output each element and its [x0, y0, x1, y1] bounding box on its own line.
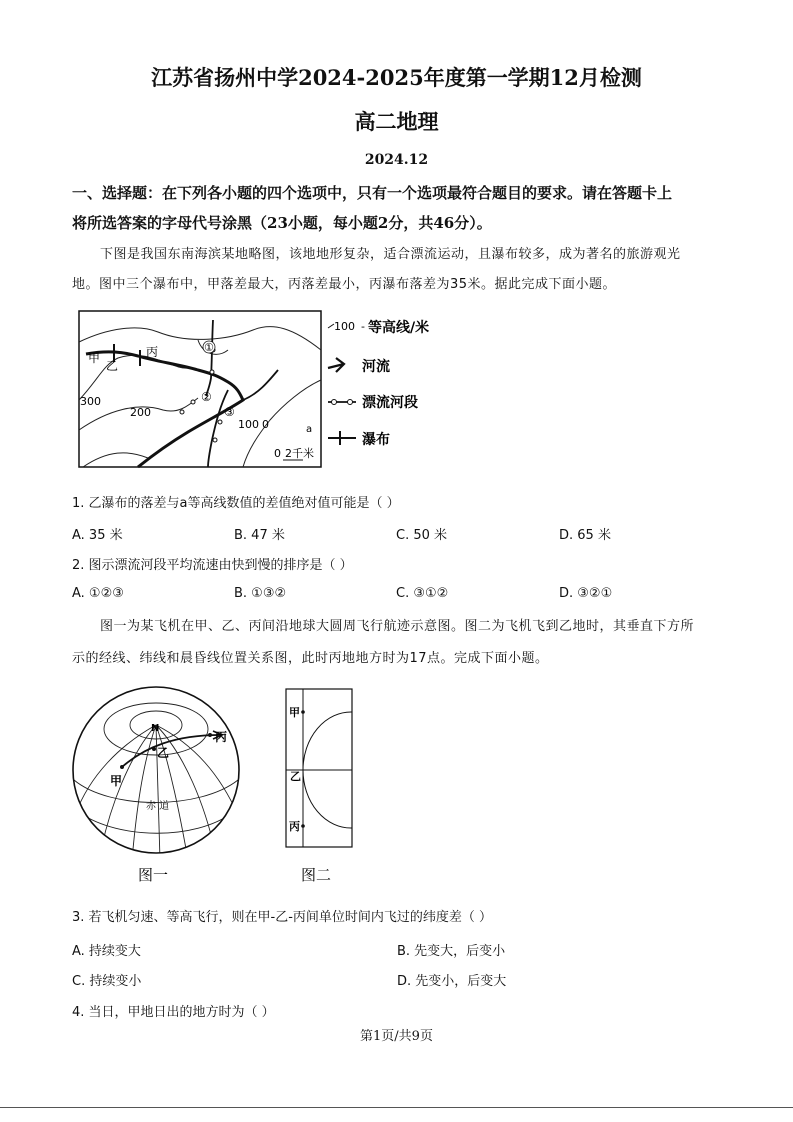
- map-label-1: ①: [204, 341, 214, 354]
- topographic-map: [78, 310, 438, 470]
- contour-label-200: 200: [130, 406, 151, 419]
- figure2-caption: 图二: [301, 866, 332, 884]
- map-label-2: ②: [201, 390, 212, 404]
- passage1-line1: 下图是我国东南海滨某地略图，该地地形复杂，适合漂流运动，且瀑布较多，成为著名的旅游观光: [100, 247, 681, 262]
- contour-label-0: 0: [262, 418, 269, 431]
- figure2-diagram: [285, 688, 365, 888]
- section-heading-line2: 将所选答案的字母代号涂黑（23小题，每小题2分，共46分）。: [72, 214, 492, 232]
- question-1-option-a[interactable]: A. 35 米: [72, 528, 123, 543]
- page-number: 第1页/共9页: [360, 1029, 433, 1044]
- scale-label-2km: 2千米: [285, 447, 314, 460]
- figure1-globe: [70, 685, 250, 890]
- map-label-jia: 甲: [88, 351, 101, 365]
- question-2-option-d[interactable]: D. ③②①: [559, 586, 613, 601]
- figure2-label-jia: 甲: [289, 706, 300, 719]
- map-label-bing: 丙: [146, 345, 159, 359]
- question-2-stem: 2. 图示漂流河段平均流速由快到慢的排序是（ ）: [72, 558, 353, 573]
- legend-rafting: 漂流河段: [362, 395, 418, 411]
- legend-contour-value: 100: [334, 320, 355, 333]
- question-4-stem: 4. 当日，甲地日出的地方时为（ ）: [72, 1005, 275, 1020]
- subject-title: 高二地理: [354, 109, 439, 134]
- page-title: 江苏省扬州中学2024-2025年度第一学期12月检测: [151, 65, 642, 90]
- exam-date: 2024.12: [364, 152, 429, 168]
- question-1-option-c[interactable]: C. 50 米: [396, 528, 448, 543]
- map-label-yi: 乙: [106, 359, 119, 373]
- flight-track: [122, 735, 220, 767]
- question-3-option-b[interactable]: B. 先变大，后变小: [397, 944, 506, 959]
- legend-contour: 等高线/米: [368, 320, 430, 336]
- question-3-option-a[interactable]: A. 持续变大: [72, 944, 141, 959]
- globe-outline: [73, 687, 239, 853]
- question-1-option-d[interactable]: D. 65 米: [559, 528, 611, 543]
- question-3-option-c[interactable]: C. 持续变小: [72, 974, 142, 989]
- globe-label-yi: 乙: [157, 746, 170, 760]
- passage2-line2: 示的经线、纬线和晨昏线位置关系图，此时丙地地方时为17点。完成下面小题。: [72, 651, 549, 666]
- legend-waterfall: 瀑布: [362, 432, 390, 448]
- passage1-line2: 地。图中三个瀑布中，甲落差最大，丙落差最小，丙瀑布落差为35米。据此完成下面小题。: [72, 277, 617, 292]
- map-frame: [79, 311, 321, 467]
- question-3-stem: 3. 若飞机匀速、等高飞行，则在甲-乙-丙间单位时间内飞过的纬度差（ ）: [72, 910, 493, 925]
- globe-label-jia: 甲: [110, 774, 123, 788]
- question-2-option-b[interactable]: B. ①③②: [234, 586, 287, 601]
- scale-label-0: 0: [274, 447, 281, 460]
- question-1-stem: 1. 乙瀑布的落差与a等高线数值的差值绝对值可能是（ ）: [72, 496, 400, 511]
- figure2-label-bing: 丙: [289, 820, 300, 833]
- contour-label-a: a: [306, 424, 313, 435]
- globe-label-n: N: [151, 723, 160, 734]
- globe-label-bing: 丙: [215, 730, 228, 744]
- question-2-option-c[interactable]: C. ③①②: [396, 586, 449, 601]
- legend-river-icon: [328, 358, 344, 372]
- svg-text:-: -: [361, 320, 365, 333]
- contour-label-300: 300: [80, 395, 101, 408]
- contour-label-100: 100: [238, 418, 259, 431]
- globe-label-equator: 赤 道: [146, 801, 170, 812]
- question-1-option-b[interactable]: B. 47 米: [234, 528, 285, 543]
- figure1-caption: 图一: [138, 866, 169, 884]
- passage2-line1: 图一为某飞机在甲、乙、丙间沿地球大圆周飞行航迹示意图。图二为飞机飞到乙地时，其垂直下方所: [100, 619, 695, 634]
- page-bottom-divider: [0, 1107, 793, 1108]
- section-heading-line1: 一、选择题：在下列各小题的四个选项中，只有一个选项最符合题目的要求。请在答题卡上: [72, 184, 673, 202]
- section-heading: [72, 178, 722, 238]
- map-label-3: ③: [224, 405, 235, 419]
- legend-river: 河流: [362, 359, 390, 375]
- question-3-option-d[interactable]: D. 先变小，后变大: [397, 974, 507, 989]
- figure2-label-yi: 乙: [290, 770, 301, 783]
- question-2-option-a[interactable]: A. ①②③: [72, 586, 124, 601]
